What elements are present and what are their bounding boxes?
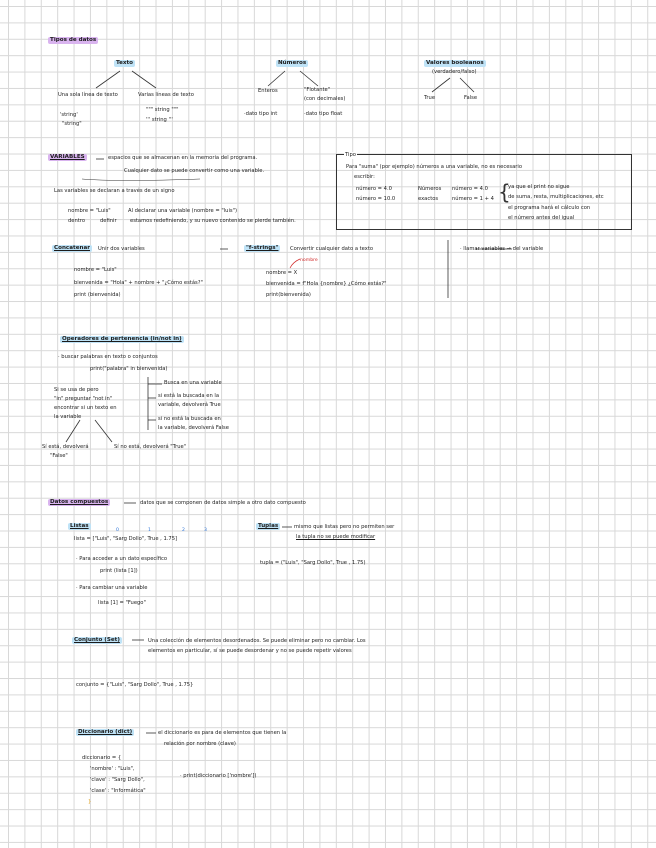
type-text-label: Texto [116, 60, 133, 66]
membership-bottom-1b: "False" [50, 453, 68, 459]
dict-print: · print(diccionario ['nombre']) [180, 773, 257, 779]
text-multi-example-2: ''' string ''' [146, 117, 173, 123]
set-desc-1: Una colección de elementos desordenados. Se puede eliminar pero no cambiar. Los [148, 638, 366, 644]
dict-desc-1: el diccionario es para de elementos que tienen la [158, 730, 287, 736]
membership-question-3: encontrar si un texto en [54, 405, 117, 411]
concat-code-1: nombre = "Luis" [74, 267, 117, 273]
membership-answer-1b: variable, devolverá True [158, 402, 221, 408]
tip-box-heading: Tipo [345, 152, 356, 158]
concat-code-2: bienvenida = "Hola" + nombre + "¿Cómo estás?" [74, 280, 203, 286]
list-index-0: 0 [116, 528, 119, 533]
numbers-float-type: ·dato tipo float [304, 111, 343, 117]
tuple-desc-1: mismo que listas pero no permiten ser [294, 524, 395, 530]
set-label: Conjunto (Set) [74, 637, 120, 643]
dict-code-2: 'clave' : "Sarg Dollo", [90, 777, 145, 783]
variables-def-1: espacios que se almacenan en la memoria del programa. [108, 155, 258, 161]
list-line-2: print (lista [1]) [100, 568, 138, 574]
variables-example-left: dentro [68, 218, 85, 224]
tuple-desc-2: la tupla no se puede modificar [296, 534, 376, 540]
concat-code-3: print (bienvenida) [74, 292, 121, 298]
numbers-integers: Enteros [258, 88, 278, 94]
list-index-1: 1 [148, 528, 151, 533]
tip-box-code-1a: número = 4.0 [356, 186, 392, 192]
set-code: conjunto = {"Luis", "Sarg Dollo", True , 1.75} [76, 682, 194, 688]
membership-answer-1a: si está la buscada en la [158, 393, 220, 399]
type-numbers-label: Números [278, 60, 307, 66]
tip-box-result-2: de suma, resta, multiplicaciones, etc [508, 194, 604, 200]
bool-true: True [424, 95, 436, 101]
tip-box-result-1: ya que el print no sigue [508, 184, 570, 190]
set-desc-2: elementos en particular, sí se puede desordenar y no se puede repetir valores [148, 648, 352, 654]
text-single-example-2: "string" [62, 121, 82, 127]
bool-false: False [464, 95, 478, 101]
dict-desc-2: relación por nombre (clave) [164, 741, 236, 747]
dict-code-3: 'clase' : "Informática" [90, 788, 146, 794]
membership-bottom-2: Sí no está, devolverá "True" [114, 444, 187, 450]
membership-bottom-1a: Sí está, devolverá [42, 444, 89, 450]
list-label: Listas [70, 523, 89, 529]
fstrings-desc: Convertir cualquier dato a texto [290, 246, 374, 252]
numbers-float-sub: (con decimales) [304, 96, 346, 102]
membership-question-4: la variable [54, 414, 82, 420]
tip-box-code-1b: número = 10.0 [356, 196, 396, 202]
list-line-3: · Para cambiar una variable [76, 585, 148, 591]
concat-label: Concatenar [54, 245, 91, 251]
list-line-1: · Para acceder a un dato específico [76, 556, 168, 562]
type-bool-label: Valores booleanos [426, 60, 484, 66]
dict-code-1: 'nombre' : "Luis", [90, 766, 135, 772]
variables-note-2: estamos redefiniendo, y su nuevo contenido se pierde también. [130, 218, 296, 224]
list-index-3: 3 [204, 528, 207, 533]
membership-label: Operadores de pertenencia (in/not in) [62, 336, 182, 342]
tip-box-result-3: el programa hará el cálculo con [508, 205, 591, 211]
fstrings-code-2: bienvenida = f"Hola {nombre} ¿Cómo estás?" [266, 281, 387, 287]
dict-code-4: } [88, 799, 92, 805]
membership-code-note: Busca en una variable [164, 380, 222, 386]
text-single-line: Una sola línea de texto [58, 92, 118, 98]
tip-box-code-3a: número = 4.0 [452, 186, 488, 192]
membership-question-1: Si se usa de pero [54, 387, 99, 393]
text-multi-example-1: """ string """ [146, 107, 179, 113]
tip-box-brace: { [498, 180, 511, 204]
page-title: Tipos de datos [50, 37, 97, 43]
variables-def-2: Cualquier dato se puede convertir como una variable. [124, 168, 265, 174]
fstrings-note: nombre [300, 258, 318, 263]
membership-line-1: · buscar palabras en texto o conjuntos [58, 354, 158, 360]
tip-box-code-3b: número = 1 + 4 [452, 196, 494, 202]
compound-label: Datos compuestos [50, 499, 109, 505]
list-code: lista = ["Luis", "Sarg Dollo", True , 1.75] [74, 536, 178, 542]
tuple-code: tupla = ("Luis", "Sarg Dollo", True , 1.75) [260, 560, 366, 566]
tip-box-line-2: escribir: [354, 174, 375, 180]
numbers-float: "Flotante" [304, 87, 331, 93]
list-index-2: 2 [182, 528, 185, 533]
dict-label: Diccionario (dict) [78, 729, 133, 735]
numbers-int-type: ·dato tipo int [244, 111, 278, 117]
text-multi-line: Varias líneas de texto [138, 92, 194, 98]
tip-box-code-2a: Números [418, 186, 442, 192]
variables-note-1: Al declarar una variable (nombre = "luis") [128, 208, 238, 214]
membership-answer-2a: si no está la buscada en [158, 416, 221, 422]
concat-side-note: · llamar variables → del variable [460, 246, 544, 252]
tip-box-code-2b: exactos [418, 196, 439, 202]
text-single-example-1: 'string' [60, 112, 78, 118]
variables-example-code: nombre = "Luis" [68, 208, 111, 214]
membership-answer-2b: la variable, devolverá False [158, 425, 229, 431]
tuple-label: Tuplas [258, 523, 279, 529]
bool-sub: (verdadero/falso) [432, 69, 477, 75]
variables-example-right: definir [100, 218, 117, 224]
fstrings-label: "f-strings" [246, 245, 279, 251]
membership-code: print("palabra" in bienvenida) [90, 366, 168, 372]
fstrings-code-1: nombre = X [266, 270, 298, 276]
list-line-4: lista [1] = "Fuego" [98, 600, 146, 606]
fstrings-code-3: print(bienvenida) [266, 292, 311, 298]
tip-box-line-1: Para "suma" (por ejemplo) números a una variable, no es necesario [346, 164, 523, 170]
dict-code-0: diccionario = { [82, 755, 122, 761]
variables-label: VARIABLES [50, 154, 85, 160]
membership-question-2: "in" preguntar "not in" [54, 396, 113, 402]
tip-box-result-4: el número antes del igual [508, 215, 575, 221]
compound-desc: datos que se componen de datos simple a otro dato compuesto [140, 500, 306, 506]
concat-desc: Unir dos variables [98, 246, 145, 252]
variables-declare: Las variables se declaran a través de un signo [54, 188, 175, 194]
